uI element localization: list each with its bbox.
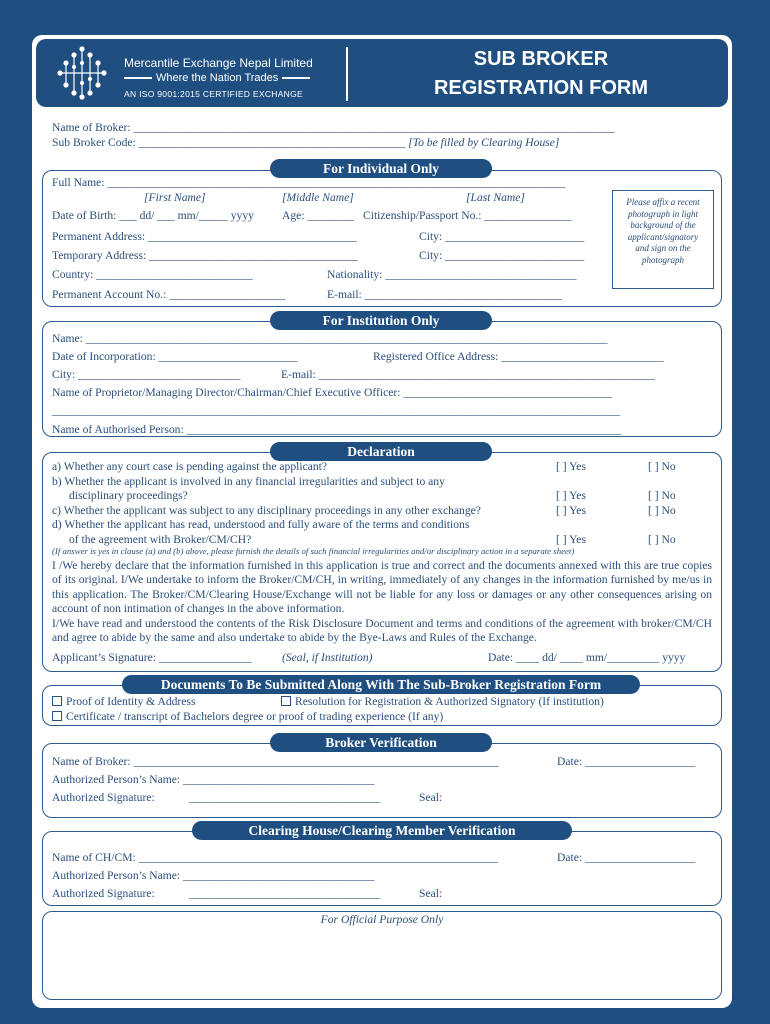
ch-seal-label: Seal: [419,887,443,900]
citizenship-field[interactable]: Citizenship/Passport No.: _______________ [363,209,572,222]
dob-field[interactable]: Date of Birth: ___ dd/ ___ mm/_____ yyyy [52,209,254,222]
bv-signature-line[interactable]: _________________________________ [189,791,381,804]
ch-signature-label: Authorized Signature: [52,887,155,900]
declaration-item-a: a) Whether any court case is pending against the applicant? [52,460,328,473]
declaration-paragraph-2: I/We have read and understood the contents of the Risk Disclosure Document and terms and conditions of the agreement with broker/CM/CH and agree to abide by the same and also undertake to abide by the Bye-Laws and Rules of the Exchange. [52,617,712,645]
temporary-address-field[interactable]: Temporary Address: ____________________________________ [52,249,358,262]
exchange-logo-icon [54,45,110,101]
checkbox-icon[interactable] [52,696,62,706]
last-name-label: [Last Name] [466,191,525,204]
institution-name-field[interactable]: Name: __________________________________________________________________________________________ [52,332,608,345]
ch-person-name-field[interactable]: Authorized Person’s Name: _________________________________ [52,869,375,882]
photo-box[interactable]: Please affix a recent photograph in light background of the applicant/signatory and sign on the photograph [612,190,714,289]
doc-certificate-item[interactable]: Certificate / transcript of Bachelors degree or proof of trading experience (If any) [52,710,443,724]
answer-d-no[interactable]: [ ] No [648,533,676,546]
incorporation-date-field[interactable]: Date of Incorporation: ________________________ [52,350,298,363]
declaration-note: (If answer is yes in clause (a) and (b) above, please furnish the details of such financial irregularities and/or disciplinary action in a separate sheet) [52,546,575,556]
bv-broker-name-field[interactable]: Name of Broker: _______________________________________________________________ [52,755,499,768]
ch-verification-banner: Clearing House/Clearing Member Verification [192,821,572,840]
declaration-item-d-cont: of the agreement with Broker/CM/CH? [69,533,252,546]
temporary-city-field[interactable]: City: ________________________ [419,249,585,262]
proprietor-name-line2[interactable]: __________________________________________________________________________________________________ [52,404,621,417]
declaration-item-d: d) Whether the applicant has read, understood and fully aware of the terms and conditions [52,518,470,531]
permanent-address-field[interactable]: Permanent Address: ____________________________________ [52,230,357,243]
nationality-field[interactable]: Nationality: _________________________________ [327,268,577,281]
company-name: Mercantile Exchange Nepal Limited [124,56,313,70]
applicant-signature-field[interactable]: Applicant’s Signature: ________________ [52,651,252,664]
answer-d-yes[interactable]: [ ] Yes [556,533,586,546]
broker-verification-banner: Broker Verification [270,733,492,752]
company-tagline: Where the Nation Trades [124,72,310,84]
doc-resolution-item[interactable]: Resolution for Registration & Authorized Signatory (If institution) [281,695,604,709]
permanent-city-field[interactable]: City: ________________________ [419,230,585,243]
declaration-item-c: c) Whether the applicant was subject to any disciplinary proceedings in any other exchange? [52,504,481,517]
checkbox-icon[interactable] [52,711,62,721]
authorised-person-field[interactable]: Name of Authorised Person: ___________________________________________________________________________ [52,423,622,436]
broker-name-field[interactable]: Name of Broker: ___________________________________________________________________________________ [52,121,615,134]
bv-person-name-field[interactable]: Authorized Person’s Name: _________________________________ [52,773,375,786]
form-title-line2: REGISTRATION FORM [433,77,649,99]
proprietor-name-field[interactable]: Name of Proprietor/Managing Director/Chairman/Chief Executive Officer: ____________________________________ [52,386,613,399]
sub-broker-code-field[interactable]: Sub Broker Code: ______________________________________________ [To be filled by Clearing House] [52,136,560,149]
ch-signature-line[interactable]: _________________________________ [189,887,381,900]
bv-signature-label: Authorized Signature: [52,791,155,804]
official-purpose-label: For Official Purpose Only [320,913,444,926]
answer-a-no[interactable]: [ ] No [648,460,676,473]
first-name-label: [First Name] [144,191,206,204]
declaration-item-b-cont: disciplinary proceedings? [69,489,188,502]
answer-b-yes[interactable]: [ ] Yes [556,489,586,502]
documents-banner: Documents To Be Submitted Along With The Sub-Broker Registration Form [122,675,640,694]
pan-field[interactable]: Permanent Account No.: ____________________ [52,288,286,301]
country-field[interactable]: Country: ___________________________ [52,268,253,281]
registered-office-field[interactable]: Registered Office Address: ____________________________ [373,350,664,363]
answer-c-yes[interactable]: [ ] Yes [556,504,586,517]
full-name-field[interactable]: Full Name: _______________________________________________________________________________ [52,176,566,189]
header-divider [346,47,348,101]
declaration-item-b: b) Whether the applicant is involved in any financial irregularities and subject to any [52,475,445,488]
iso-certification: AN ISO 9001:2015 CERTIFIED EXCHANGE [124,89,303,99]
seal-note: (Seal, if Institution) [282,651,373,664]
ch-date-field[interactable]: Date: ___________________ [557,851,696,864]
doc-identity-item[interactable]: Proof of Identity & Address [52,695,195,709]
bv-seal-label: Seal: [419,791,443,804]
institution-email-field[interactable]: E-mail: __________________________________________________________ [281,368,655,381]
declaration-paragraph-1: I /We hereby declare that the information furnished in this application is true and correct and the documents annexed with this are true copies of its original. I/We undertake to inform the Broker/CM/CH, in writing, immediately of any changes in the information furnished by me/us in this application. The Broker/CM/Clearing House/Exchange will not be liable for any loss or damages or any other consequences arising on account of non intimation of changes in the above information. [52,559,712,616]
declaration-date-field[interactable]: Date: ____ dd/ ____ mm/_________ yyyy [488,651,686,664]
form-page [32,35,732,1008]
individual-banner: For Individual Only [270,159,492,178]
ch-name-field[interactable]: Name of CH/CM: ______________________________________________________________ [52,851,499,864]
individual-email-field[interactable]: E-mail: __________________________________ [327,288,562,301]
age-field[interactable]: Age: ________ [282,209,354,222]
answer-b-no[interactable]: [ ] No [648,489,676,502]
institution-city-field[interactable]: City: ____________________________ [52,368,241,381]
middle-name-label: [Middle Name] [282,191,354,204]
form-header [36,39,728,107]
answer-c-no[interactable]: [ ] No [648,504,676,517]
answer-a-yes[interactable]: [ ] Yes [556,460,586,473]
institution-banner: For Institution Only [270,311,492,330]
declaration-banner: Declaration [270,442,492,461]
checkbox-icon[interactable] [281,696,291,706]
form-title-line1: SUB BROKER [473,48,609,70]
bv-date-field[interactable]: Date: ___________________ [557,755,696,768]
clearing-house-note: [To be filled by Clearing House] [408,136,560,149]
